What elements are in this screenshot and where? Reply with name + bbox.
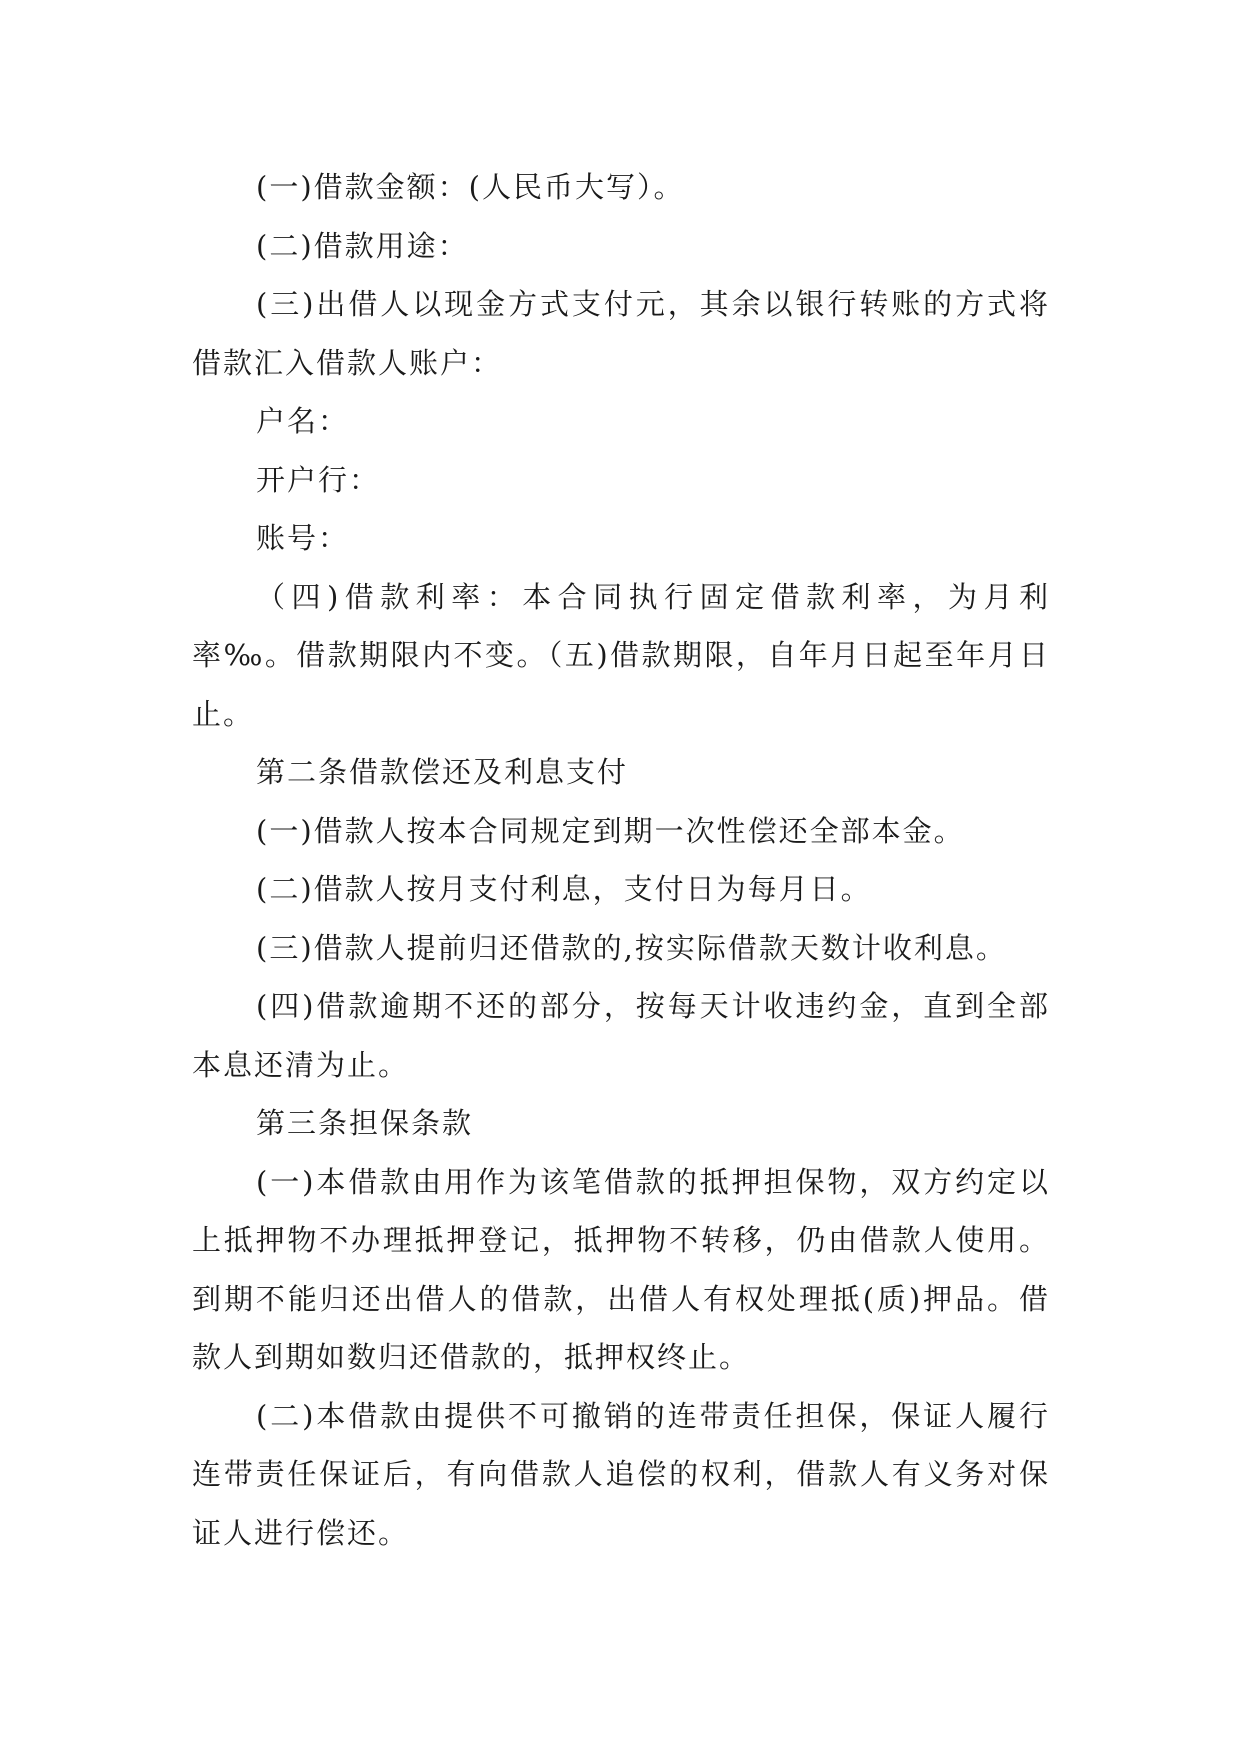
document-body (192, 158, 1050, 1562)
paragraph-early-repayment: (三)借款人提前归还借款的,按实际借款天数计收利息。 (256, 930, 1007, 965)
paragraph-account-number: 账号： (256, 521, 350, 555)
paragraph-loan-purpose: (二)借款用途： (256, 228, 469, 263)
section-heading-repayment: 第二条借款偿还及利息支付 (256, 755, 629, 789)
paragraph-overdue-penalty: (四)借款逾期不还的部分，按每天计收违约金，直到全部本息还清为止。 (192, 989, 1050, 1082)
section-heading-guarantee: 第三条担保条款 (256, 1106, 474, 1140)
paragraph-collateral: (一)本借款由用作为该笔借款的抵押担保物，双方约定以上抵押物不办理抵押登记，抵押物不转移，仍由借款人使用。到期不能归还出借人的借款，出借人有权处理抵(质)押品。借款人到期如数归还借款的，抵押权终止。 (192, 1164, 1050, 1374)
paragraph-principal-repayment: (一)借款人按本合同规定到期一次性偿还全部本金。 (256, 813, 965, 848)
paragraph-interest-rate: （四)借款利率：本合同执行固定借款利率，为月利率‰。借款期限内不变。（五)借款期限，自年月日起至年月日止。 (192, 579, 1050, 731)
paragraph-monthly-interest: (二)借款人按月支付利息，支付日为每月日。 (256, 872, 872, 906)
paragraph-loan-amount: (一)借款金额：(人民币大写）。 (256, 170, 685, 204)
paragraph-bank: 开户行： (256, 462, 381, 497)
paragraph-joint-guarantee: (二)本借款由提供不可撤销的连带责任担保，保证人履行连带责任保证后，有向借款人追偿的权利，借款人有义务对保证人进行偿还。 (192, 1398, 1050, 1550)
paragraph-account-name: 户名： (256, 404, 350, 438)
paragraph-payment-method: (三)出借人以现金方式支付元，其余以银行转账的方式将借款汇入借款人账户： (192, 287, 1050, 380)
